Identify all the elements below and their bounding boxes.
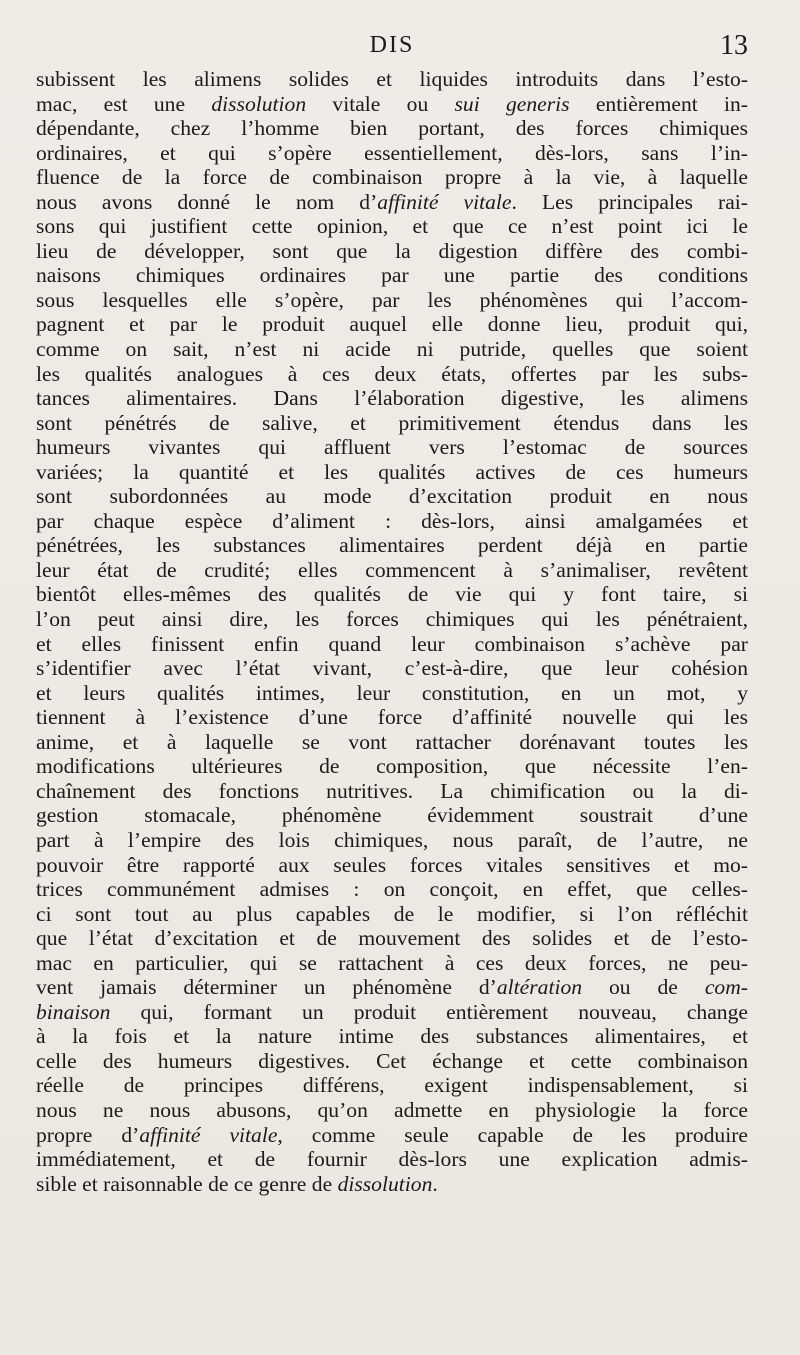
italic-term: sui generis	[454, 91, 570, 116]
text-line: et elles finissent enfin quand leur combinaison s’achève par	[36, 631, 748, 656]
text-line: mac en particulier, qui se rattachent à ces deux forces, ne peu-	[36, 950, 748, 975]
text-line: chaînement des fonctions nutritives. La chimification ou la di-	[36, 778, 748, 803]
text-line: ci sont tout au plus capables de le modifier, si l’on réfléchit	[36, 901, 748, 926]
text-line: subissent les alimens solides et liquides introduits dans l’esto-	[36, 67, 748, 91]
text-line: gestion stomacale, phénomène évidemment soustrait d’une	[36, 803, 748, 828]
page-number: 13	[720, 30, 748, 61]
text-line: propre d’affinité vitale, comme seule capable de les produire	[36, 1122, 748, 1147]
running-head: DIS	[369, 32, 415, 58]
text-line: sous lesquelles elle s’opère, par les phénomènes qui l’accom-	[36, 287, 748, 312]
italic-term: dissolution	[337, 1171, 433, 1196]
text-line: les qualités analogues à ces deux états, offertes par les subs-	[36, 361, 748, 386]
text-line: et leurs qualités intimes, leur constitution, en un mot, y	[36, 680, 748, 705]
italic-term: altération	[496, 975, 583, 1000]
text-line: dépendante, chez l’homme bien portant, des forces chimiques	[36, 116, 748, 141]
text-line: pagnent et par le produit auquel elle donne lieu, produit qui,	[36, 312, 748, 337]
text-line: vent jamais déterminer un phénomène d’altération ou de com-	[36, 975, 748, 1000]
text-line: celle des humeurs digestives. Cet échange et cette combinaison	[36, 1048, 748, 1073]
text-line: sible et raisonnable de ce genre de dissolution.	[36, 1171, 438, 1196]
text-line: l’on peut ainsi dire, les forces chimiques qui les pénétraient,	[36, 607, 748, 632]
text-line: part à l’empire des lois chimiques, nous paraît, de l’autre, ne	[36, 827, 748, 852]
text-line: modifications ultérieures de composition, que nécessite l’en-	[36, 754, 748, 779]
text-line: immédiatement, et de fournir dès-lors une explication admis-	[36, 1147, 748, 1172]
page-header	[36, 30, 748, 64]
text-line: variées; la quantité et les qualités actives de ces humeurs	[36, 459, 748, 484]
text-line: pouvoir être rapporté aux seules forces vitales sensitives et mo-	[36, 852, 748, 877]
text-line: humeurs vivantes qui affluent vers l’estomac de sources	[36, 435, 748, 460]
text-line: leur état de crudité; elles commencent à s’animaliser, revêtent	[36, 557, 748, 582]
text-line: s’identifier avec l’état vivant, c’est-à-dire, que leur cohésion	[36, 656, 748, 681]
text-line: trices communément admises : on conçoit, en effet, que celles-	[36, 877, 748, 902]
text-line: fluence de la force de combinaison propre à la vie, à laquelle	[36, 165, 748, 190]
italic-term: com-	[704, 975, 748, 1000]
text-line: binaison qui, formant un produit entièrement nouveau, change	[36, 999, 748, 1024]
text-line: comme on sait, n’est ni acide ni putride, quelles que soient	[36, 337, 748, 362]
text-line: pénétrées, les substances alimentaires perdent déjà en partie	[36, 533, 748, 558]
text-line: lieu de développer, sont que la digestion diffère des combi-	[36, 238, 748, 263]
text-line: mac, est une dissolution vitale ou sui generis entièrement in-	[36, 91, 748, 116]
text-line: ordinaires, et qui s’opère essentiellement, dès-lors, sans l’in-	[36, 140, 748, 165]
text-line: nous avons donné le nom d’affinité vitale. Les principales rai-	[36, 189, 748, 214]
body-text	[36, 67, 748, 1196]
text-line: réelle de principes différens, exigent indispensablement, si	[36, 1073, 748, 1098]
text-line: par chaque espèce d’aliment : dès-lors, ainsi amalgamées et	[36, 508, 748, 533]
text-line: sont pénétrés de salive, et primitivement étendus dans les	[36, 410, 748, 435]
italic-term: affinité vitale	[377, 189, 512, 214]
text-line: que l’état d’excitation et de mouvement des solides et de l’esto-	[36, 926, 748, 951]
text-line: anime, et à laquelle se vont rattacher dorénavant toutes les	[36, 729, 748, 754]
text-line: tances alimentaires. Dans l’élaboration digestive, les alimens	[36, 386, 748, 411]
text-line: à la fois et la nature intime des substances alimentaires, et	[36, 1024, 748, 1049]
italic-term: dissolution	[211, 91, 307, 116]
text-line: tiennent à l’existence d’une force d’affinité nouvelle qui les	[36, 705, 748, 730]
text-line: sons qui justifient cette opinion, et que ce n’est point ici le	[36, 214, 748, 239]
italic-term: binaison	[36, 999, 111, 1024]
text-line: nous ne nous abusons, qu’on admette en physiologie la force	[36, 1097, 748, 1122]
text-line: naisons chimiques ordinaires par une partie des conditions	[36, 263, 748, 288]
text-line: bientôt elles-mêmes des qualités de vie qui y font taire, si	[36, 582, 748, 607]
text-line: sont subordonnées au mode d’excitation produit en nous	[36, 484, 748, 509]
italic-term: affinité vitale	[139, 1122, 278, 1147]
